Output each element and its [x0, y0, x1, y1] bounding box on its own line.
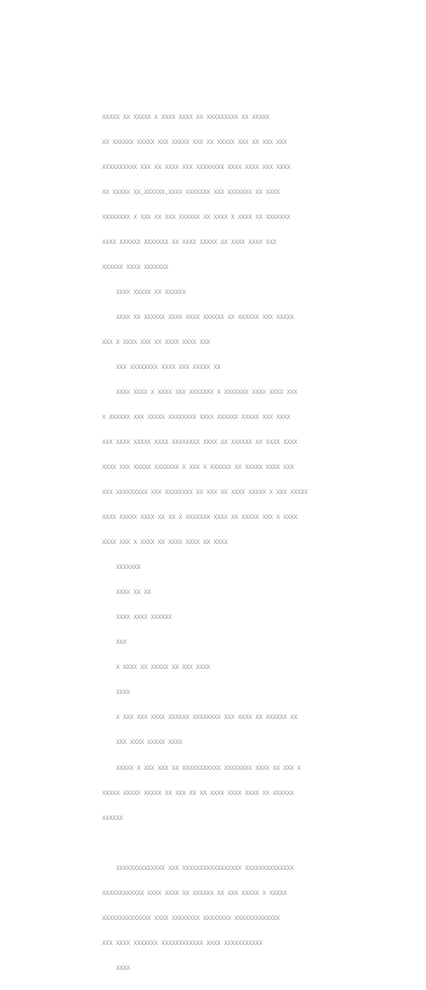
body-line-13: X XXXXXX XXX XXXXX XXXXXXXX XXXX XXXXXX XXXXX XXX XXXX: [102, 414, 291, 422]
list-line-3: XXXX XXXX XXXXXX: [102, 614, 172, 622]
body-line-15: XXXX XXX XXXXX XXXXXXX X XXX X XXXXXX XX XXXXX XXXX XXX: [102, 464, 294, 472]
list-line-4: XXX: [102, 639, 127, 647]
list-line-8: XXX XXXX XXXXX XXXX: [102, 739, 183, 747]
body-line-4: XX XXXXX XX,XXXXXX,XXXX XXXXXXX XXX XXXXXXX XX XXXX: [102, 188, 280, 196]
body-line-21: XXXXXX: [102, 814, 123, 822]
list-line-2: XXXX XX XX: [102, 589, 151, 597]
body-line-9: XXXX XX XXXXXX XXXX XXXX XXXXXX XX XXXXXX XXX XXXXX: [102, 313, 294, 321]
body-line-19: XXXXX X XXX XXX XX XXXXXXXXXXX XXXXXXXX XXXX XX XXX X: [102, 764, 301, 772]
paragraph-gap: [102, 840, 334, 848]
body-line-25: XXX XXXX XXXXXXX XXXXXXXXXXXX XXXX XXXXXXXXXXX: [102, 939, 263, 947]
body-line-5: XXXXXXXX X XXX XX XXX XXXXXX XX XXXX X XXXX XX XXXXXXX: [102, 213, 291, 221]
body-line-22: XXXXXXXXXXXXXX XXX XXXXXXXXXXXXXXXXX XXXXXXXXXXXXXX: [102, 864, 294, 872]
body-line-1: XXXXX XX XXXXX X XXXX XXXX XX XXXXXXXXX XX XXXXX: [102, 113, 270, 121]
body-line-3: XXXXXXXXXX XXX XX XXXX XXX XXXXXXXX XXXX XXXX XXX XXXX: [102, 163, 291, 171]
body-line-23: XXXXXXXXXXXX XXXX XXXX XX XXXXXX XX XXX XXXXX X XXXXX: [102, 889, 287, 897]
body-line-18: XXXX XXX X XXXX XX XXXX XXXX XX XXXX: [102, 539, 228, 547]
list-line-1: XXXXXXX: [102, 564, 141, 572]
body-line-10: XXX X XXXX XXX XX XXXX XXXX XXX: [102, 338, 211, 346]
list-line-7: X XXX XXX XXXX XXXXXX XXXXXXXX XXX XXXX XX XXXXXX XX: [102, 714, 298, 722]
body-line-7: XXXXXX XXXX XXXXXXX: [102, 263, 169, 271]
body-line-16: XXX XXXXXXXXX XXX XXXXXXXX XX XXX XX XXXX XXXXX X XXX XXXXX: [102, 489, 308, 497]
body-line-2: XX XXXXXX XXXXX XXX XXXXX XXX XX XXXXX XXX XX XXX XXX: [102, 138, 287, 146]
body-line-26: XXXX: [102, 964, 130, 972]
body-line-14: XXX XXXX XXXXX XXXX XXXXXXXX XXXX XX XXXXXX XX XXXX XXXX: [102, 439, 298, 447]
list-line-5: X XXXX XX XXXXX XX XXX XXXX: [102, 664, 211, 672]
body-line-17: XXXX XXXXX XXXX XX XX X XXXXXXX XXXX XX XXXXX XXX X XXXX: [102, 514, 298, 522]
body-line-12: XXXX XXXX X XXXX XXX XXXXXXX X XXXXXXX XXXX XXXX XXX: [102, 389, 298, 397]
body-line-20: XXXXX XXXXX XXXXX XX XXX XX XX XXXX XXXX XXXX XX XXXXXX: [102, 789, 294, 797]
body-line-11: XXX XXXXXXXX XXXX XXX XXXXX XX: [102, 364, 221, 371]
body-line-6: XXXX XXXXXX XXXXXXX XX XXXX XXXXX XX XXXX XXXX XXX: [102, 238, 277, 246]
body-line-8: XXXX XXXXX XX XXXXXX: [102, 288, 186, 296]
list-line-6: XXXX: [102, 689, 130, 697]
document-body: [102, 97, 334, 990]
body-line-24: XXXXXXXXXXXXXX XXXX XXXXXXXX XXXXXXXX XXXXXXXXXXXXX: [102, 914, 280, 922]
